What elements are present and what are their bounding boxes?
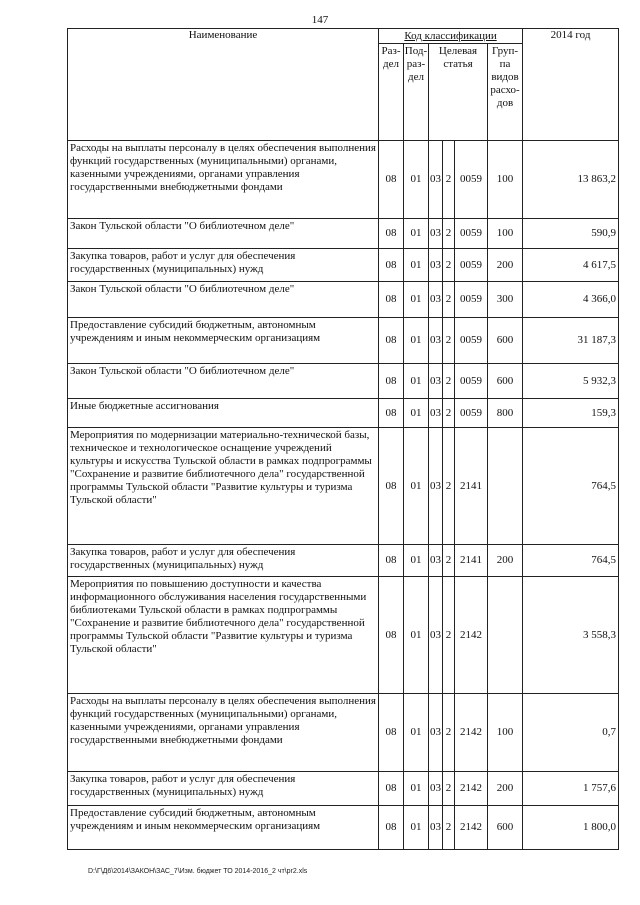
row-amount: 3 558,3	[523, 577, 619, 694]
table-row	[68, 694, 619, 772]
row-vid: 200	[488, 545, 523, 577]
row-name: Предоставление субсидий бюджетным, автономным учреждениям и иным некоммерческим организациям	[68, 318, 379, 364]
row-code-1: 03	[429, 545, 443, 577]
row-razdel: 08	[379, 545, 404, 577]
row-code-3: 2142	[455, 806, 488, 850]
row-code-3: 2141	[455, 428, 488, 545]
row-name: Мероприятия по повышению доступности и качества информационного обслуживания населения государственными библиотеками Тульской области в рамках подпрограммы "Сохранение и развитие библиотечного дела" государственной программы Тульской области "Развитие культуры и туризма Тульской области"	[68, 577, 379, 694]
header-code-group: Код классификации	[379, 29, 523, 44]
row-podrazdel: 01	[404, 141, 429, 219]
row-code-3: 0059	[455, 399, 488, 428]
header-tselevaya-statya: Целевая статья	[429, 44, 488, 141]
row-vid: 200	[488, 772, 523, 806]
row-code-1: 03	[429, 249, 443, 282]
row-name: Расходы на выплаты персоналу в целях обеспечения выполнения функций государственных (муниципальными) органами, казенными учреждениями, органами управления государственными внебюджетными фондами	[68, 141, 379, 219]
row-code-3: 0059	[455, 249, 488, 282]
row-name: Мероприятия по модернизации материально-технической базы, техническое и технологическое оснащение учреждений культуры и искусства Тульской области в рамках подпрограммы "Сохранение и развитие библиотечного дела" государственной программы Тульской области "Развитие культуры и туризма Тульской области"	[68, 428, 379, 545]
row-name: Закон Тульской области "О библиотечном деле"	[68, 364, 379, 399]
row-vid	[488, 577, 523, 694]
header-year: 2014 год	[523, 29, 619, 141]
row-podrazdel: 01	[404, 806, 429, 850]
row-podrazdel: 01	[404, 694, 429, 772]
row-code-2: 2	[443, 399, 455, 428]
row-amount: 764,5	[523, 545, 619, 577]
table-row	[68, 364, 619, 399]
row-podrazdel: 01	[404, 772, 429, 806]
row-code-1: 03	[429, 772, 443, 806]
row-name: Предоставление субсидий бюджетным, автономным учреждениям и иным некоммерческим организациям	[68, 806, 379, 850]
header-name: Наименование	[68, 29, 379, 141]
row-amount: 31 187,3	[523, 318, 619, 364]
row-code-3: 0059	[455, 141, 488, 219]
row-code-2: 2	[443, 318, 455, 364]
row-name: Иные бюджетные ассигнования	[68, 399, 379, 428]
table-row	[68, 428, 619, 545]
row-podrazdel: 01	[404, 364, 429, 399]
row-code-2: 2	[443, 249, 455, 282]
table-row	[68, 772, 619, 806]
row-podrazdel: 01	[404, 219, 429, 249]
row-amount: 1 757,6	[523, 772, 619, 806]
row-amount: 4 617,5	[523, 249, 619, 282]
row-code-3: 2142	[455, 577, 488, 694]
row-code-3: 2142	[455, 694, 488, 772]
row-razdel: 08	[379, 141, 404, 219]
row-code-1: 03	[429, 141, 443, 219]
row-name: Закон Тульской области "О библиотечном деле"	[68, 282, 379, 318]
row-code-1: 03	[429, 806, 443, 850]
row-code-3: 0059	[455, 364, 488, 399]
row-code-2: 2	[443, 772, 455, 806]
row-code-1: 03	[429, 318, 443, 364]
row-code-2: 2	[443, 364, 455, 399]
row-podrazdel: 01	[404, 399, 429, 428]
row-vid: 600	[488, 364, 523, 399]
table-row	[68, 249, 619, 282]
row-vid	[488, 428, 523, 545]
table-row	[68, 545, 619, 577]
row-amount: 159,3	[523, 399, 619, 428]
row-amount: 1 800,0	[523, 806, 619, 850]
row-razdel: 08	[379, 806, 404, 850]
row-code-1: 03	[429, 282, 443, 318]
row-amount: 590,9	[523, 219, 619, 249]
row-code-2: 2	[443, 428, 455, 545]
row-code-3: 0059	[455, 282, 488, 318]
row-name: Закупка товаров, работ и услуг для обеспечения государственных (муниципальных) нужд	[68, 545, 379, 577]
row-amount: 0,7	[523, 694, 619, 772]
row-code-2: 2	[443, 141, 455, 219]
row-vid: 200	[488, 249, 523, 282]
table-row	[68, 318, 619, 364]
table-row	[68, 282, 619, 318]
row-name: Закупка товаров, работ и услуг для обеспечения государственных (муниципальных) нужд	[68, 249, 379, 282]
row-code-2: 2	[443, 577, 455, 694]
row-amount: 4 366,0	[523, 282, 619, 318]
row-podrazdel: 01	[404, 428, 429, 545]
table-row	[68, 219, 619, 249]
row-razdel: 08	[379, 399, 404, 428]
row-podrazdel: 01	[404, 318, 429, 364]
row-podrazdel: 01	[404, 282, 429, 318]
row-code-1: 03	[429, 399, 443, 428]
row-code-2: 2	[443, 694, 455, 772]
row-code-1: 03	[429, 694, 443, 772]
row-razdel: 08	[379, 318, 404, 364]
row-code-2: 2	[443, 219, 455, 249]
table-row	[68, 141, 619, 219]
row-code-2: 2	[443, 545, 455, 577]
row-podrazdel: 01	[404, 249, 429, 282]
row-razdel: 08	[379, 249, 404, 282]
row-razdel: 08	[379, 219, 404, 249]
header-gruppa-vidov: Груп- па видов расхо- дов	[488, 44, 523, 141]
row-code-2: 2	[443, 806, 455, 850]
row-razdel: 08	[379, 428, 404, 545]
row-vid: 600	[488, 318, 523, 364]
row-name: Закон Тульской области "О библиотечном деле"	[68, 219, 379, 249]
row-razdel: 08	[379, 694, 404, 772]
row-code-3: 2141	[455, 545, 488, 577]
row-code-1: 03	[429, 428, 443, 545]
header-razdel: Раз- дел	[379, 44, 404, 141]
row-code-3: 0059	[455, 219, 488, 249]
row-code-1: 03	[429, 577, 443, 694]
table-row	[68, 577, 619, 694]
row-vid: 800	[488, 399, 523, 428]
row-amount: 764,5	[523, 428, 619, 545]
page-number: 147	[311, 14, 329, 26]
table-row	[68, 399, 619, 428]
file-path-footer: D:\Г\Д6\2014\ЗАКОН\ЗАС_7\Изм. бюджет ТО 2014-2016_2 чт\pr2.xls	[88, 868, 308, 875]
row-razdel: 08	[379, 577, 404, 694]
budget-table	[67, 28, 619, 850]
row-vid: 100	[488, 219, 523, 249]
row-razdel: 08	[379, 282, 404, 318]
row-name: Расходы на выплаты персоналу в целях обеспечения выполнения функций государственных (муниципальными) органами, казенными учреждениями, органами управления государственными внебюджетными фондами	[68, 694, 379, 772]
row-amount: 5 932,3	[523, 364, 619, 399]
row-podrazdel: 01	[404, 545, 429, 577]
row-vid: 100	[488, 694, 523, 772]
row-amount: 13 863,2	[523, 141, 619, 219]
row-name: Закупка товаров, работ и услуг для обеспечения государственных (муниципальных) нужд	[68, 772, 379, 806]
row-code-3: 0059	[455, 318, 488, 364]
table-row	[68, 806, 619, 850]
row-razdel: 08	[379, 772, 404, 806]
row-code-3: 2142	[455, 772, 488, 806]
row-vid: 600	[488, 806, 523, 850]
row-podrazdel: 01	[404, 577, 429, 694]
row-code-2: 2	[443, 282, 455, 318]
row-code-1: 03	[429, 219, 443, 249]
row-vid: 100	[488, 141, 523, 219]
row-vid: 300	[488, 282, 523, 318]
row-razdel: 08	[379, 364, 404, 399]
header-podrazdel: Под- раз- дел	[404, 44, 429, 141]
row-code-1: 03	[429, 364, 443, 399]
